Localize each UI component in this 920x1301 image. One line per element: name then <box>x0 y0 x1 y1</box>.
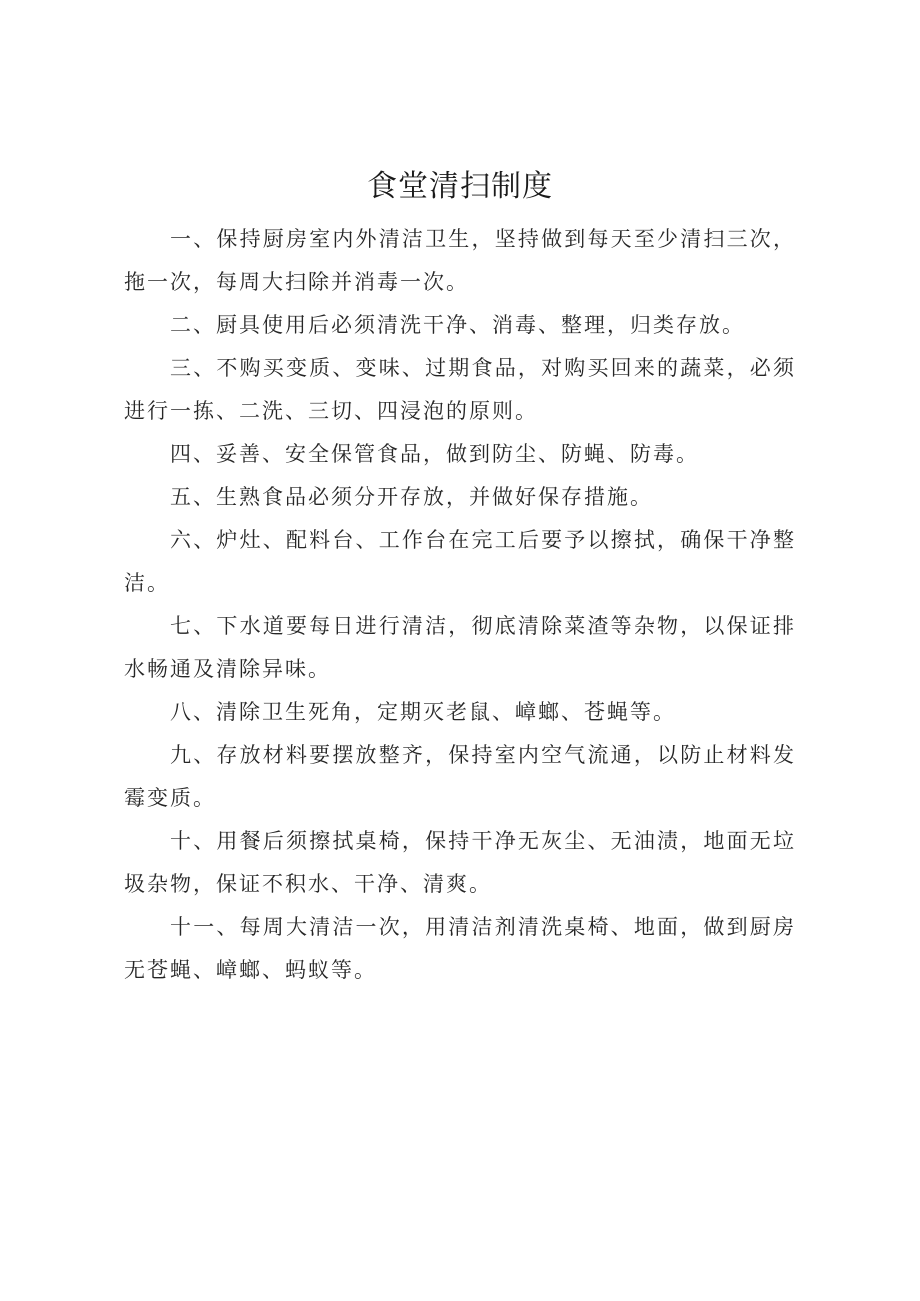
rule-paragraph-7: 七、下水道要每日进行清洁，彻底清除菜渣等杂物，以保证排水畅通及清除异味。 <box>124 614 796 681</box>
rule-paragraph-10: 十、用餐后须擦拭桌椅，保持干净无灰尘、无油渍，地面无垃圾杂物，保证不积水、干净、清爽。 <box>124 829 796 896</box>
rule-paragraph-1: 一、保持厨房室内外清洁卫生，坚持做到每天至少清扫三次，拖一次，每周大扫除并消毒一次。 <box>124 227 796 294</box>
rule-paragraph-3: 三、不购买变质、变味、过期食品，对购买回来的蔬菜，必须进行一拣、二洗、三切、四浸泡的原则。 <box>124 356 796 423</box>
rule-paragraph-6: 六、炉灶、配料台、工作台在完工后要予以擦拭，确保干净整洁。 <box>124 528 796 595</box>
rule-paragraph-5: 五、生熟食品必须分开存放，并做好保存措施。 <box>170 485 653 509</box>
rule-paragraph-9: 九、存放材料要摆放整齐，保持室内空气流通，以防止材料发霉变质。 <box>124 743 796 810</box>
rule-paragraph-2: 二、厨具使用后必须清洗干净、消毒、整理，归类存放。 <box>170 313 745 337</box>
rule-paragraph-8: 八、清除卫生死角，定期灭老鼠、嶂螂、苍蝇等。 <box>170 700 676 724</box>
rule-paragraph-4: 四、妥善、安全保管食品，做到防尘、防蝇、防毒。 <box>170 442 699 466</box>
document-title: 食堂清扫制度 <box>367 169 553 204</box>
document-body <box>124 218 796 992</box>
rule-paragraph-11: 十一、每周大清洁一次，用清洁剂清洗桌椅、地面，做到厨房无苍蝇、嶂螂、蚂蚁等。 <box>124 915 796 982</box>
